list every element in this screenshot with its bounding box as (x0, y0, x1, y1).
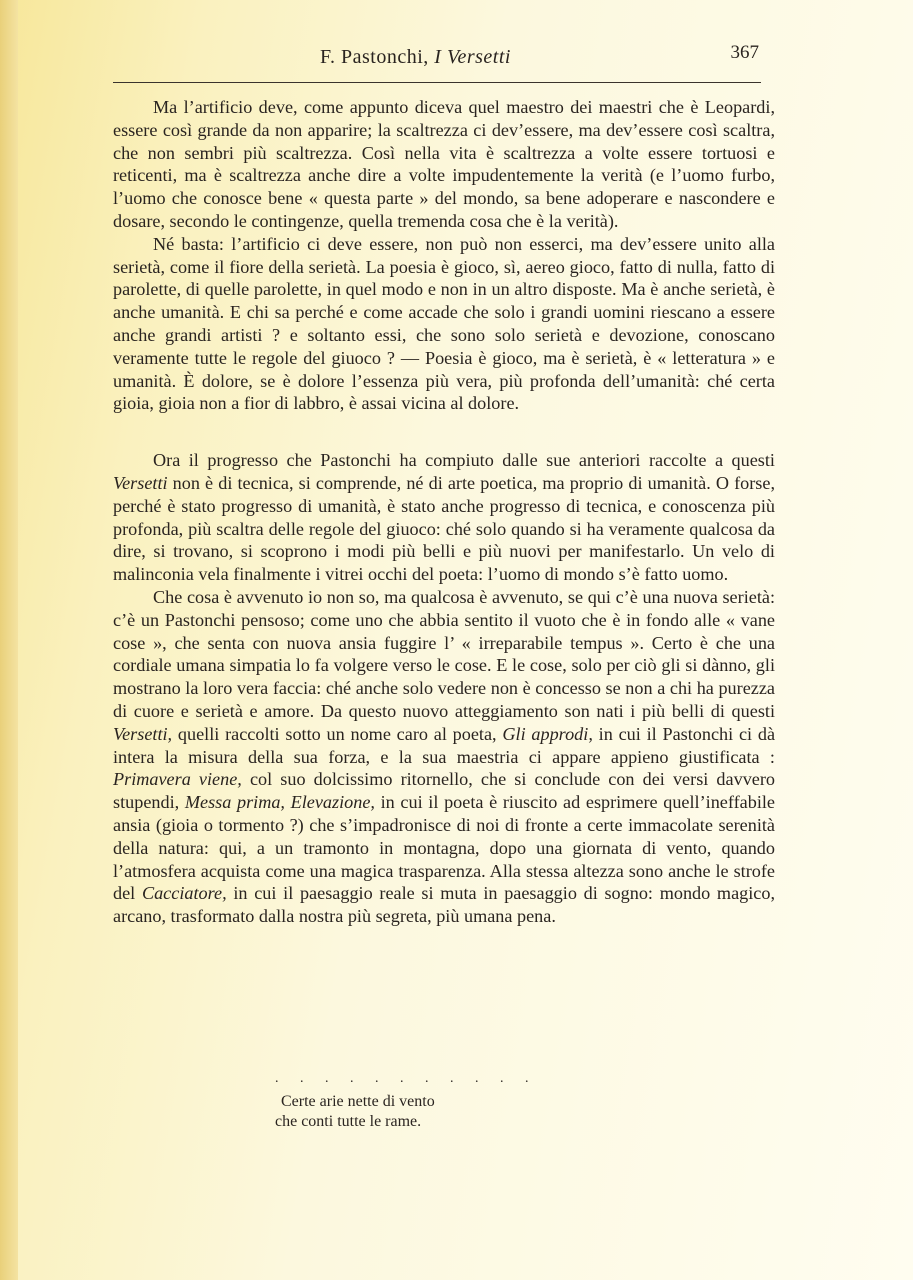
p4-text-a: Che cosa è avvenuto io non so, ma qualcosa è avvenuto, se qui c’è una nuova serietà: c’è un Pastonchi pensoso; come uno che abbia sentito il vuoto che è in fondo alle « vane cose », che senta con nuova ansia fuggire l’ « irreparabile tempus ». Certo è che una cordiale umana simpatia lo fa volgere verso le cose. E le cose, solo per ciò gli si dànno, gli mostrano la loro vera faccia: ché anche solo vedere non è concesso se non a chi ha purezza di cuore e serietà e amore. Da questo nuovo atteggiamento son nati i più belli di questi (113, 586, 775, 721)
p4-text-b: quelli raccolti sotto un nome caro al poeta, (177, 723, 497, 744)
page-number: 367 (730, 42, 759, 63)
p3-text-a: Ora il progresso che Pastonchi ha compiuto dalle sue anteriori raccolte a questi (153, 450, 775, 471)
running-head (320, 46, 511, 69)
p4-text-e: in cui il poeta è riuscito ad esprimere quell’ineffabile ansia (gioia o tormento ?) che s’impadronisce di noi di fronte a certe immacolate serenità della natura: qui, a un tramonto in montagna, dopo una giornata di vento, quando l’atmosfera acquista come una magica trasparenza. Alla stessa altezza sono anche le strofe del (113, 792, 775, 904)
paragraph-2: Né basta: l’artificio ci deve essere, non può non esserci, ma dev’essere unito alla serietà, come il fiore della serietà. La poesia è gioco, sì, aereo gioco, fatto di nulla, fatto di parolette, di quelle parolette, in quel modo e non in un altro disposte. Ma è anche serietà, è anche umanità. E chi sa perché e come accade che solo i grandi uomini riescano a essere anche grandi artisti ? e soltanto essi, che sono solo serietà e devozione, conoscano veramente tutte le regole del giuoco ? — Poesia è gioco, ma è serietà, è « letteratura » e umanità. È dolore, se è dolore l’essenza più vera, più profonda dell’umanità: ché certa gioia, gioia non a fior di labbro, è assai vicina al dolore. (113, 233, 775, 414)
p4-title-approdi: Gli approdi, (502, 723, 593, 744)
paragraph-4 (113, 586, 775, 928)
verse-line-1: Certe arie nette di vento (281, 1093, 435, 1110)
p4-title-messa: Messa prima, Elevazione, (184, 792, 375, 813)
verse-line-2: che conti tutte le rame. (275, 1113, 422, 1130)
p4-title-primavera: Primavera viene, (113, 769, 242, 790)
running-header (113, 42, 761, 83)
header-author: F. Pastonchi, (320, 46, 429, 68)
p3-text-b: non è di tecnica, si comprende, né di arte poetica, ma proprio di umanità. O forse, perché è stato progresso di umanità, è stato anche progresso di tecnica, e conoscenza più profonda, più scaltra delle regole del giuoco: ché solo quando si ha veramente qualcosa da dire, si trovano, si scoprono i modi più belli e più nuovi per manifestarlo. Un velo di malinconia vela finalmente i vitrei occhi del poeta: l’uomo di mondo s’è fatto uomo. (113, 472, 775, 585)
paragraph-3 (113, 449, 775, 586)
verse-quotation (275, 1071, 575, 1132)
p4-text-f: in cui il paesaggio reale si muta in paesaggio di sogno: mondo magico, arcano, trasformato dalla nostra più segreta, più umana pena. (113, 883, 776, 927)
p4-text-d: col suo dolcissimo ritornello, che si conclude con dei versi davvero stupendi, (113, 769, 776, 813)
page-binding-edge (0, 0, 18, 1280)
article-body (113, 96, 775, 928)
p3-title-versetti: Versetti (113, 472, 168, 493)
ellipsis-dots: . . . . . . . . . . . (275, 1071, 538, 1086)
p4-text-c: in cui il Pastonchi ci dà intera la misura della sua forza, e la sua maestria ci appare appieno giustificata : (113, 723, 776, 767)
paragraph-1: Ma l’artificio deve, come appunto diceva quel maestro dei maestri che è Leopardi, essere così grande da non apparire; la scaltrezza ci dev’essere, ma dev’essere così scaltra, che non sembri più scaltrezza. Così nella vita è scaltrezza a volte essere tortuosi e reticenti, ma è scaltrezza anche dire a volte impudentemente la verità (e l’uomo furbo, l’uomo che conosce bene « questa parte » del mondo, sa bene adoperare e nascondere e dosare, secondo le contingenze, quella tremenda cosa che è la verità). (113, 97, 775, 231)
p4-title-cacciatore: Cacciatore, (141, 883, 227, 904)
p4-title-versetti: Versetti, (113, 723, 173, 744)
header-title: I Versetti (434, 46, 511, 68)
